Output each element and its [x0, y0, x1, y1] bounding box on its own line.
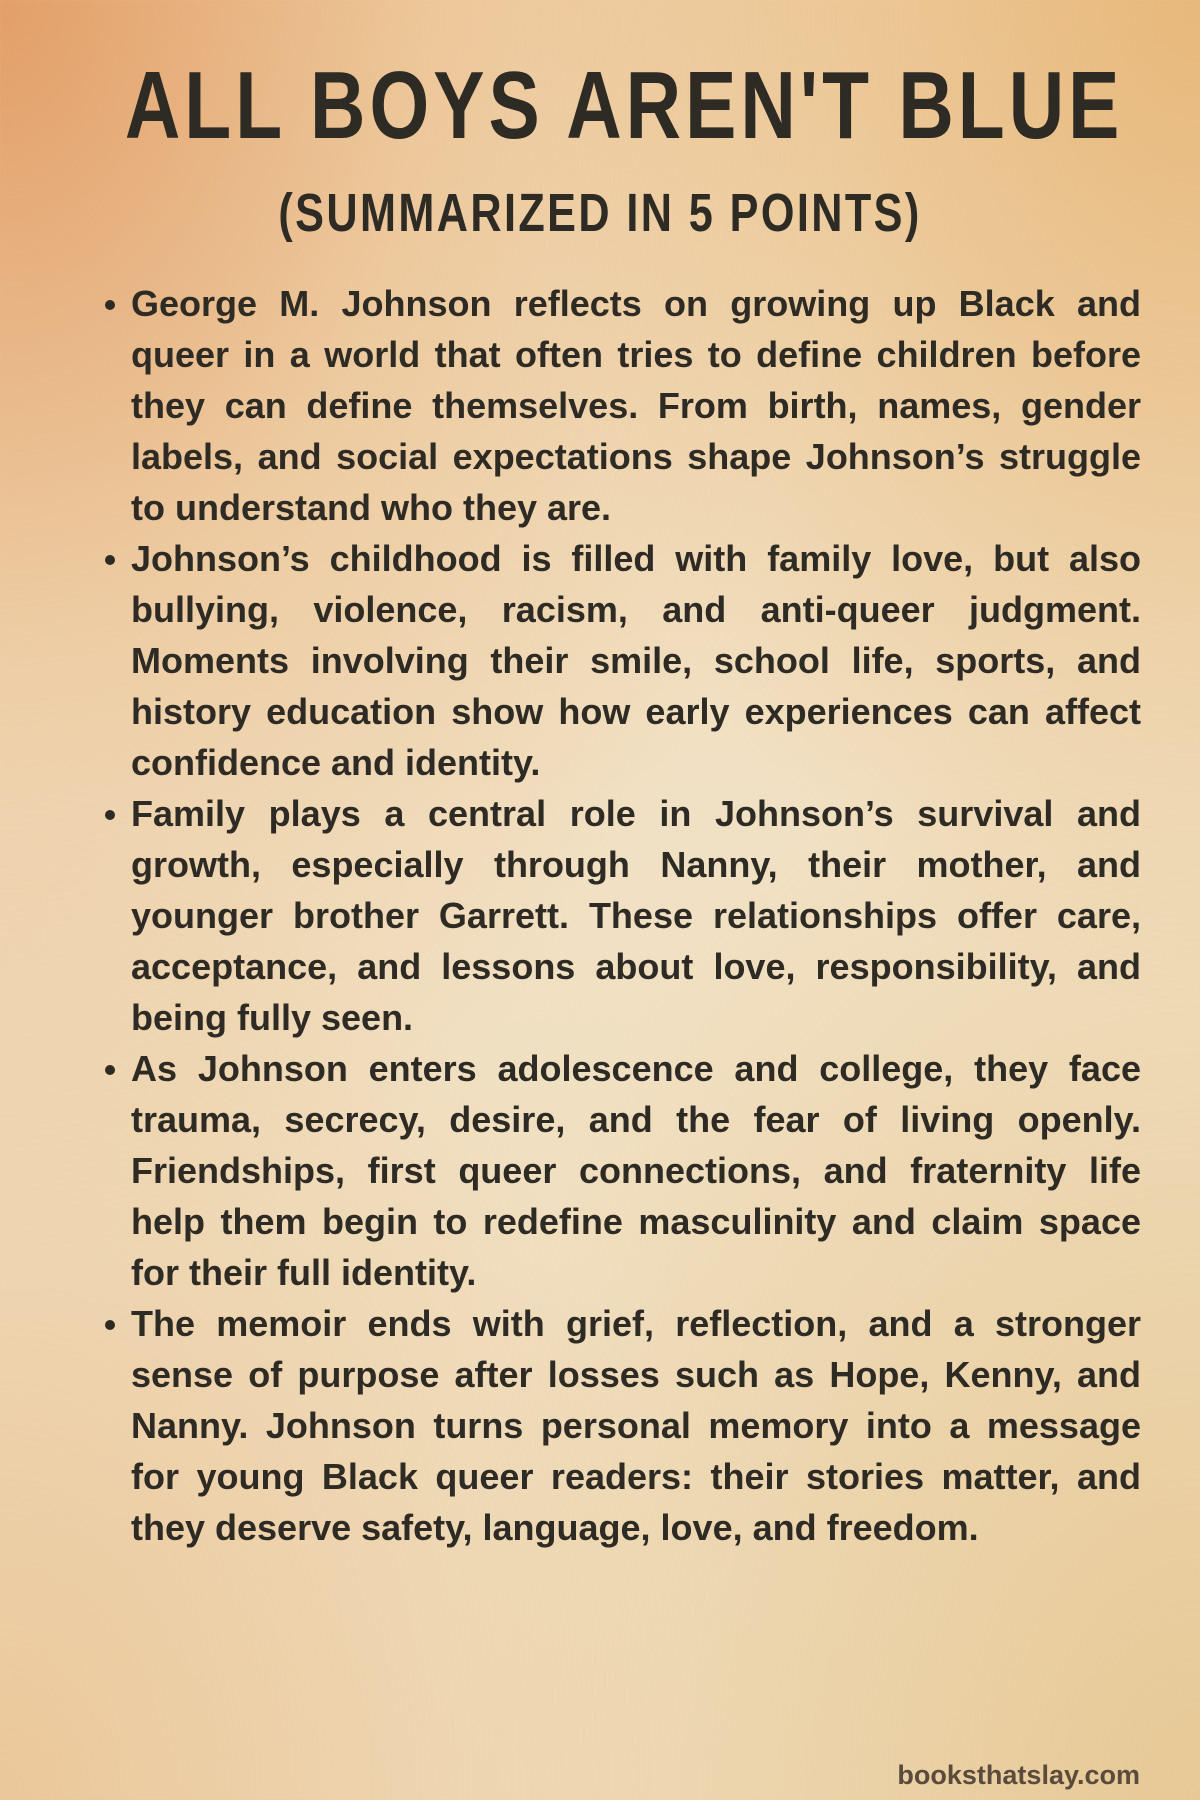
title-text: ALL BOYS AREN'T BLUE [124, 52, 1124, 159]
website-credit: booksthatslay.com [897, 1760, 1140, 1790]
subtitle-text: (SUMMARIZED IN 5 POINTS) [278, 183, 922, 243]
list-item: George M. Johnson reflects on growing up Black and queer in a world that often tries to define children before they can define themselves. From birth, names, gender labels, and social expectations shape Johnson’s struggle to understand who they are. [131, 278, 1141, 533]
list-item: Johnson’s childhood is filled with family love, but also bullying, violence, racism, and anti-queer judgment. Moments involving their smile, school life, sports, and history education show how early experiences can affect confidence and identity. [131, 533, 1141, 788]
summary-list [131, 278, 1141, 1553]
list-item: The memoir ends with grief, reflection, and a stronger sense of purpose after losses such as Hope, Kenny, and Nanny. Johnson turns personal memory into a message for young Black queer readers: their stories matter, and they deserve safety, language, love, and freedom. [131, 1298, 1141, 1553]
list-item: As Johnson enters adolescence and college, they face trauma, secrecy, desire, and the fear of living openly. Friendships, first queer connections, and fraternity life help them begin to redefine masculinity and claim space for their full identity. [131, 1043, 1141, 1298]
list-item: Family plays a central role in Johnson’s survival and growth, especially through Nanny, their mother, and younger brother Garrett. These relationships offer care, acceptance, and lessons about love, responsibility, and being fully seen. [131, 788, 1141, 1043]
page-subtitle [0, 183, 1200, 243]
page-title [0, 52, 1200, 159]
